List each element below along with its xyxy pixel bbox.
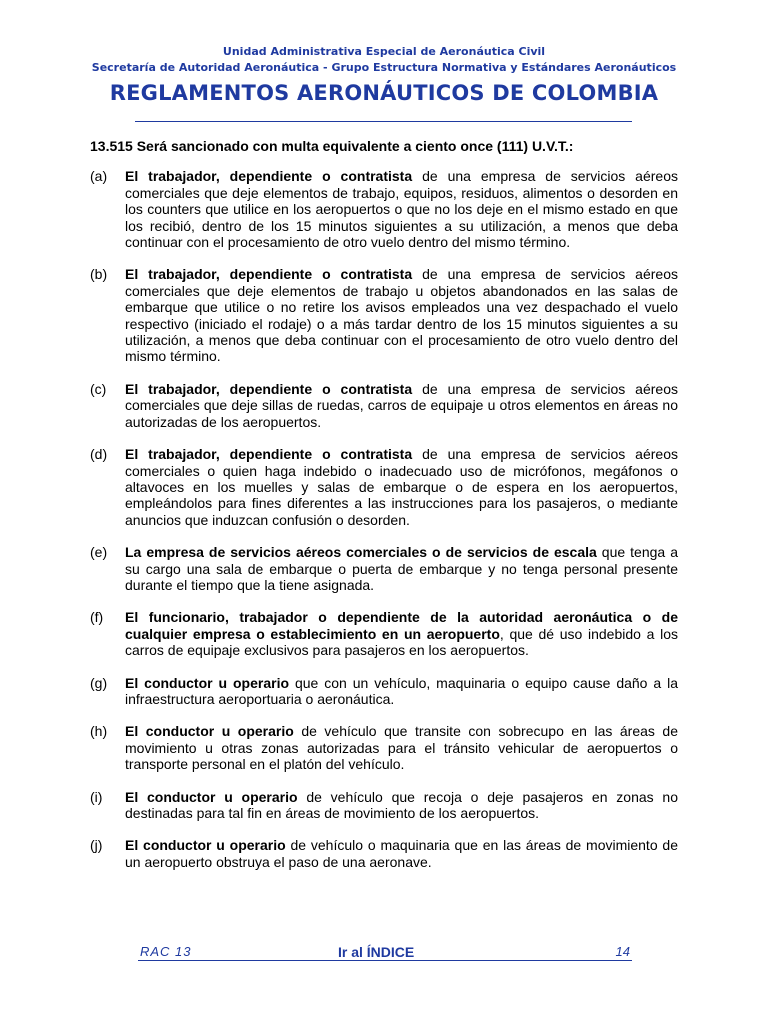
item-label: (g) (90, 674, 108, 691)
item-subject: El conductor u operario (125, 674, 290, 691)
item-text: de una empresa de servicios aéreos comerciales o quien haga indebido o inadecuado uso de micrófonos, megáfonos o altavoces en los muelles y salas de embarque o de espera en los aeropuertos, empleándolos para fines diferentes a las instrucciones para los pasajeros, o mediante anuncios que induzcan confusión o desorden. (125, 446, 678, 528)
item-subject: El conductor u operario (125, 788, 298, 805)
list-item (90, 381, 678, 430)
header-agency: Unidad Administrativa Especial de Aeronáutica Civil (222, 45, 546, 58)
item-text: de vehículo que transite con sobrecupo en las áreas de movimiento u otras zonas autorizadas para el tránsito vehicular de aeropuertos o transporte personal en el platón del vehículo. (125, 723, 678, 773)
item-label: (j) (90, 837, 103, 854)
item-subject: El trabajador, dependiente o contratista (125, 446, 413, 463)
list-item (90, 544, 678, 593)
item-text: de vehículo que recoja o deje pasajeros en zonas no destinadas para tal fin en áreas de movimiento de los aeropuertos. (125, 788, 678, 821)
index-link[interactable]: Ir al ÍNDICE (338, 944, 415, 960)
item-text: que tenga a su cargo una sala de embarque o puerta de embarque y no tenga personal presente durante el tiempo que la tiene asignada. (125, 544, 678, 593)
item-subject: El conductor u operario (125, 723, 294, 740)
item-subject: El trabajador, dependiente o contratista (125, 380, 413, 397)
page-footer (138, 944, 632, 961)
item-text: de una empresa de servicios aéreos comerciales que deje sillas de ruedas, carros de equipaje u otros elementos en áreas no autorizadas de los aeropuertos. (125, 380, 678, 430)
page-number: 14 (615, 944, 630, 959)
item-subject: El trabajador, dependiente o contratista (125, 168, 413, 185)
header-department: Secretaría de Autoridad Aeronáutica - Grupo Estructura Normativa y Estándares Aeronáuticos (91, 61, 677, 74)
footer-doc-ref: RAC 13 (140, 944, 192, 959)
item-label: (a) (90, 168, 108, 185)
item-subject: El trabajador, dependiente o contratista (125, 266, 413, 283)
item-label: (d) (90, 446, 108, 463)
document-title: REGLAMENTOS AERONÁUTICOS DE COLOMBIA (109, 81, 659, 105)
item-text: , que dé uso indebido a los carros de equipaje exclusivos para pasajeros en los aeropuertos. (125, 625, 678, 659)
item-subject: El conductor u operario (125, 837, 286, 854)
page-header (0, 44, 768, 108)
list-item (90, 675, 678, 708)
item-label: (f) (90, 609, 104, 626)
list-item (90, 168, 678, 250)
item-text: de una empresa de servicios aéreos comerciales que deje elementos de trabajo, equipos, residuos, alimentos o desorden en los counters que utilice en los aeropuertos o que no los deje en el mismo estado en que los recibió, dentro de los 15 minutos siguientes a su utilización, a menos que deba continuar con el procesamiento de otro vuelo dentro del mismo término. (125, 168, 678, 251)
item-subject: El funcionario, trabajador o dependiente de la autoridad aeronáutica o de cualquier empresa o establecimiento en un aeropuerto (125, 609, 678, 642)
section-heading: 13.515 Será sancionado con multa equivalente a ciento once (111) U.V.T.: (90, 138, 574, 154)
document-body (90, 138, 678, 886)
item-label: (c) (90, 380, 107, 397)
item-label: (h) (90, 723, 108, 740)
item-label: (e) (90, 544, 108, 561)
item-text: de vehículo o maquinaria que en las áreas de movimiento de un aeropuerto obstruya el paso de una aeronave. (125, 837, 678, 870)
list-item (90, 266, 678, 364)
list-item (90, 609, 678, 658)
list-item (90, 837, 678, 870)
item-text: que con un vehículo, maquinaria o equipo cause daño a la infraestructura aeroportuaria o aeronáutica. (125, 674, 678, 707)
item-subject: La empresa de servicios aéreos comerciales o de servicios de escala (125, 544, 597, 561)
item-label: (b) (90, 266, 108, 283)
list-item (90, 723, 678, 772)
list-item (90, 446, 678, 528)
list-item (90, 789, 678, 822)
item-label: (i) (90, 788, 103, 805)
header-divider (135, 121, 632, 122)
item-text: de una empresa de servicios aéreos comerciales que deje elementos de trabajo u objetos abandonados en las salas de embarque que utilice o no retire los avisos empleados una vez despachado el vuelo respectivo (iniciado el rodaje) o a más tardar dentro de los 15 minutos siguientes a su utilización, a menos que deba continuar con el procesamiento de otro vuelo dentro del mismo término. (125, 266, 678, 365)
